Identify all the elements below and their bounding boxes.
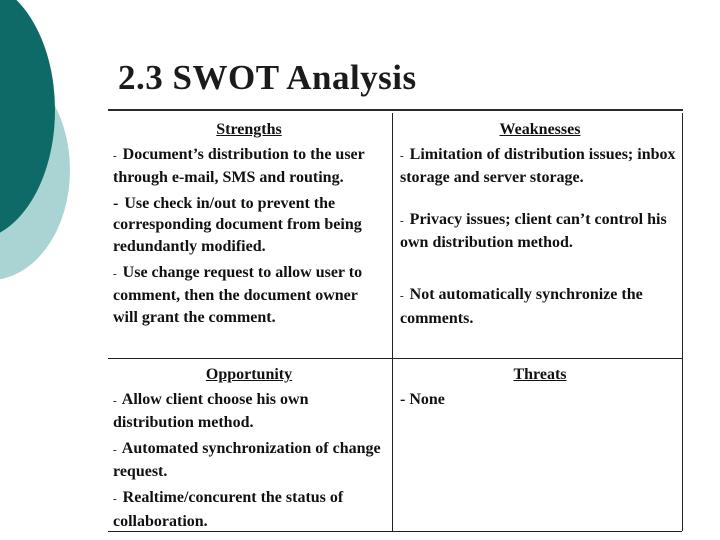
weakness-item bbox=[400, 144, 680, 189]
weakness-text: Privacy issues; client can’t control his own distribution method. bbox=[400, 210, 667, 252]
threats-heading: Threats bbox=[513, 366, 567, 383]
strength-item bbox=[113, 262, 385, 329]
strengths-heading: Strengths bbox=[216, 121, 282, 138]
strength-text: Document’s distribution to the user through e-mail, SMS and routing. bbox=[113, 145, 365, 187]
swot-table bbox=[108, 113, 682, 531]
bullet-dash: - bbox=[113, 194, 119, 212]
weakness-item bbox=[400, 284, 680, 329]
column-divider bbox=[392, 113, 393, 531]
strength-item bbox=[113, 144, 385, 189]
right-border bbox=[682, 113, 683, 531]
opportunity-text: Realtime/concurent the status of collaboration. bbox=[113, 488, 344, 530]
strength-text: Use change request to allow user to comment, then the document owner will grant the comment. bbox=[113, 263, 363, 326]
weakness-text: Not automatically synchronize the comments. bbox=[400, 285, 643, 327]
threat-text: None bbox=[409, 390, 445, 408]
weaknesses-heading: Weaknesses bbox=[499, 121, 581, 138]
strengths-cell bbox=[113, 119, 385, 332]
opportunity-item bbox=[113, 438, 385, 483]
title-divider bbox=[108, 109, 683, 111]
strength-item bbox=[113, 193, 385, 258]
row-divider bbox=[108, 358, 682, 359]
bullet-dash: - bbox=[113, 492, 117, 505]
bullet-dash: - bbox=[113, 443, 117, 456]
opportunity-item bbox=[113, 389, 385, 434]
weakness-text: Limitation of distribution issues; inbox storage and server storage. bbox=[400, 145, 676, 187]
threat-item bbox=[400, 389, 680, 411]
opportunity-heading: Opportunity bbox=[205, 366, 293, 383]
strength-text: Use check in/out to prevent the corresponding document from being redundantly modified. bbox=[113, 194, 362, 255]
bullet-dash: - bbox=[400, 390, 406, 408]
bullet-dash: - bbox=[113, 149, 117, 162]
threats-cell bbox=[400, 364, 680, 414]
bullet-dash: - bbox=[113, 267, 117, 280]
bullet-dash: - bbox=[400, 289, 404, 302]
weakness-item bbox=[400, 209, 680, 254]
opportunity-cell bbox=[113, 364, 385, 536]
bullet-dash: - bbox=[400, 149, 404, 162]
opportunity-text: Automated synchronization of change request. bbox=[113, 439, 381, 481]
weaknesses-cell bbox=[400, 119, 680, 349]
opportunity-item bbox=[113, 487, 385, 532]
bullet-dash: - bbox=[400, 214, 404, 227]
opportunity-text: Allow client choose his own distribution method. bbox=[113, 390, 309, 432]
page-title: 2.3 SWOT Analysis bbox=[118, 58, 417, 97]
bullet-dash: - bbox=[113, 394, 117, 407]
bottom-border-right bbox=[392, 531, 682, 532]
